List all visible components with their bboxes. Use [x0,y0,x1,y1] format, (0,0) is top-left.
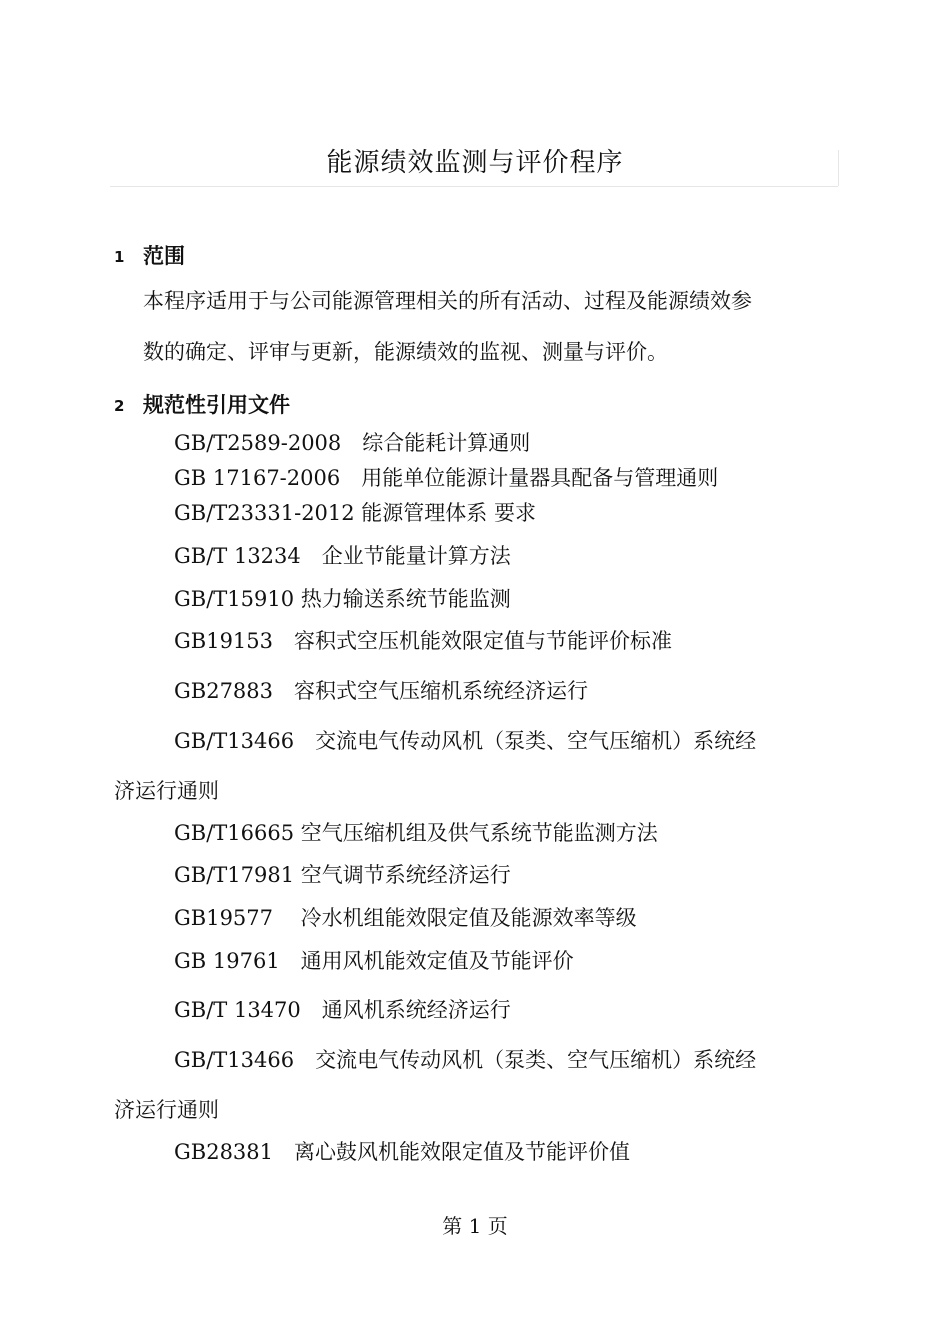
reference-item: GB27883 容积式空气压缩机系统经济运行 [174,679,589,703]
reference-item: GB 19761 通用风机能效定值及节能评价 [174,949,574,973]
document-title: 能源绩效监测与评价程序 [326,148,624,178]
reference-item: GB28381 离心鼓风机能效限定值及节能评价值 [174,1140,631,1164]
reference-item: GB/T15910 热力输送系统节能监测 [174,587,511,611]
reference-item-continuation: 济运行通则 [114,1098,219,1122]
section-1-number: 1 [114,248,125,266]
reference-item: GB/T13466 交流电气传动风机（泵类、空气压缩机）系统经 [174,1048,757,1072]
section-1-paragraph-line-1: 本程序适用于与公司能源管理相关的所有活动、过程及能源绩效参 [143,289,752,313]
reference-item: GB/T2589-2008 综合能耗计算通则 [174,431,531,455]
section-2-number: 2 [114,397,125,415]
section-2-heading: 规范性引用文件 [143,393,290,417]
section-1-heading: 范围 [143,244,185,268]
reference-item: GB 17167-2006 用能单位能源计量器具配备与管理通则 [174,466,719,490]
reference-item: GB/T13466 交流电气传动风机（泵类、空气压缩机）系统经 [174,729,757,753]
section-1-paragraph-line-2: 数的确定、评审与更新，能源绩效的监视、测量与评价。 [143,340,668,364]
reference-item-continuation: 济运行通则 [114,779,219,803]
reference-item: GB/T17981 空气调节系统经济运行 [174,863,511,887]
title-rule [110,186,838,187]
reference-item: GB/T 13234 企业节能量计算方法 [174,544,511,568]
reference-item: GB19153 容积式空压机能效限定值与节能评价标准 [174,629,673,653]
page-number: 第 1 页 [442,1214,508,1238]
reference-item: GB/T16665 空气压缩机组及供气系统节能监测方法 [174,821,658,845]
reference-item: GB/T 13470 通风机系统经济运行 [174,998,511,1022]
reference-item: GB19577 冷水机组能效限定值及能源效率等级 [174,906,637,930]
title-rule-tick [838,150,839,186]
reference-item: GB/T23331-2012 能源管理体系 要求 [174,501,536,525]
